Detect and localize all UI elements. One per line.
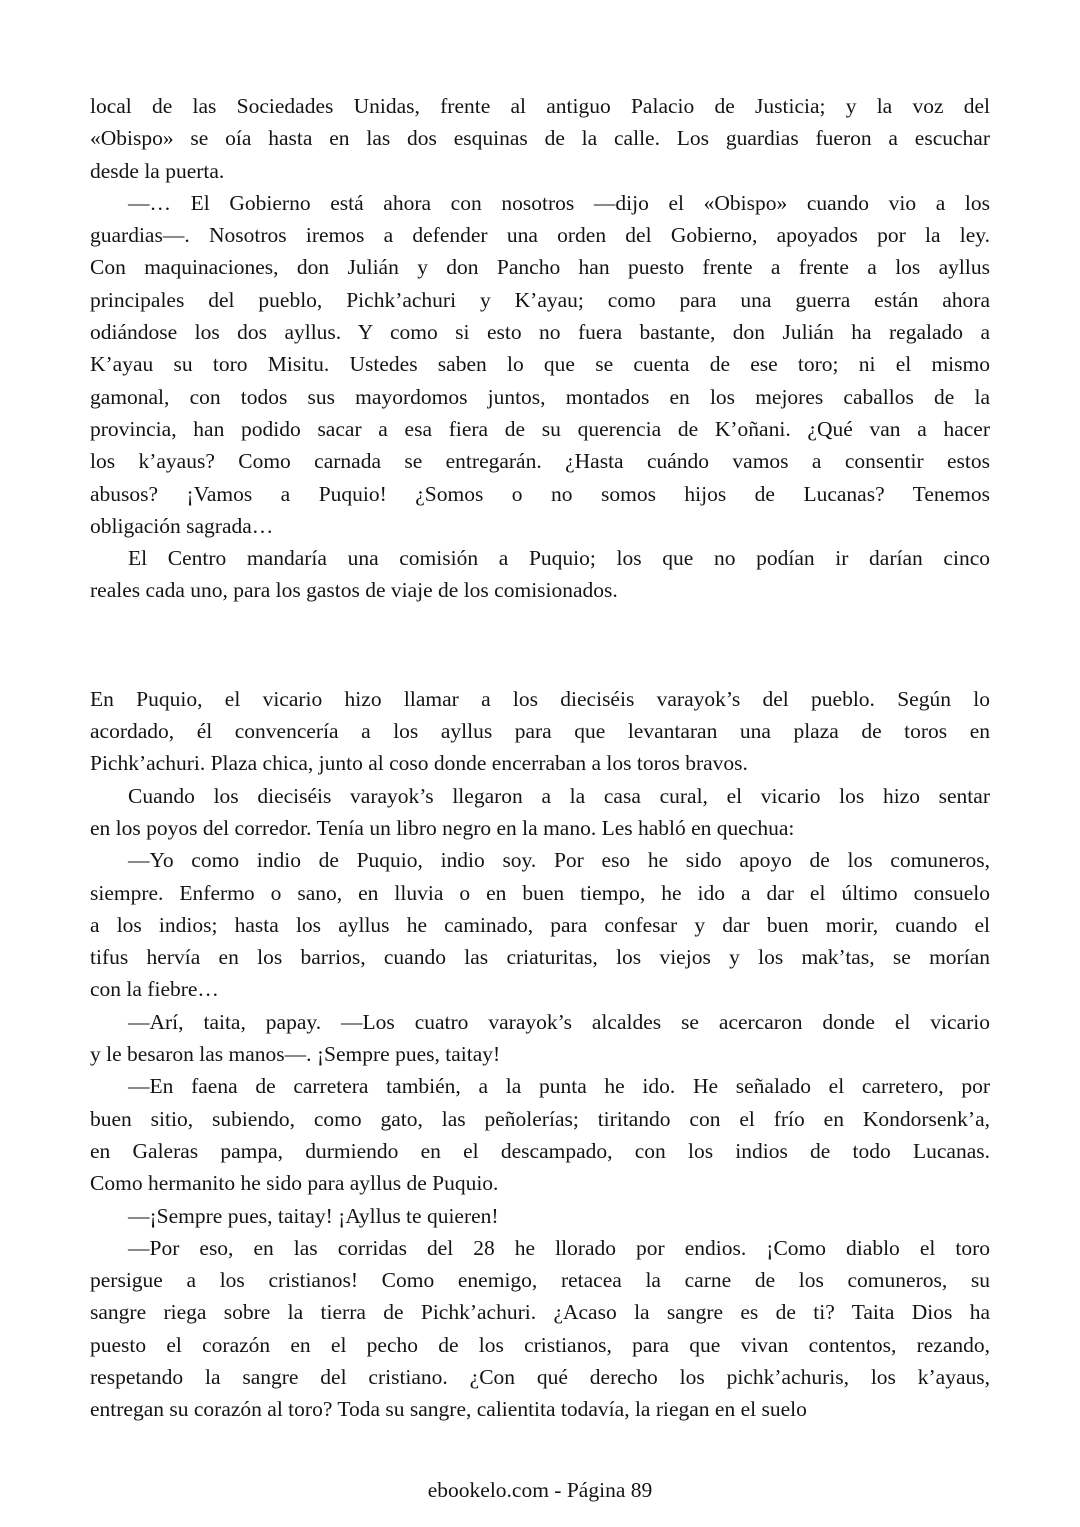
text-line: entregan su corazón al toro? Toda su sangre, calientita todavía, la riegan en el suelo bbox=[90, 1397, 807, 1422]
text-line: —… El Gobierno está ahora con nosotros —dijo el «Obispo» cuando vio a los bbox=[128, 190, 990, 215]
paragraph bbox=[90, 187, 990, 542]
paragraph bbox=[90, 1232, 990, 1426]
text-line: Pichk’achuri. Plaza chica, junto al coso donde encerraban a los toros bravos. bbox=[90, 751, 748, 776]
paragraph bbox=[90, 542, 990, 607]
paragraph bbox=[90, 1200, 990, 1232]
text-line: Con maquinaciones, don Julián y don Pancho han puesto frente a frente a los ayllus bbox=[90, 255, 990, 280]
page-footer bbox=[0, 1474, 1080, 1506]
text-line: guardias—. Nosotros iremos a defender una orden del Gobierno, apoyados por la ley. bbox=[90, 223, 990, 248]
text-line: persigue a los cristianos! Como enemigo, retacea la carne de los comuneros, su bbox=[90, 1268, 990, 1293]
text-line: odiándose los dos ayllus. Y como si esto no fuera bastante, don Julián ha regalado a bbox=[90, 320, 990, 345]
paragraph bbox=[90, 683, 990, 780]
footer-text: ebookelo.com - Página 89 bbox=[427, 1478, 653, 1502]
text-line: en los poyos del corredor. Tenía un libro negro en la mano. Les habló en quechua: bbox=[90, 815, 795, 840]
text-line: reales cada uno, para los gastos de viaje de los comisionados. bbox=[90, 578, 618, 603]
text-line: buen sitio, subiendo, como gato, las peñolerías; tiritando con el frío en Kondorsenk’a, bbox=[90, 1106, 990, 1131]
paragraph bbox=[90, 1070, 990, 1199]
text-line: tifus hervía en los barrios, cuando las criaturitas, los viejos y los mak’tas, se morían bbox=[90, 945, 990, 970]
text-line: —Por eso, en las corridas del 28 he llorado por endios. ¡Como diablo el toro bbox=[128, 1235, 990, 1260]
text-line: abusos? ¡Vamos a Puquio! ¿Somos o no somos hijos de Lucanas? Tenemos bbox=[90, 481, 990, 506]
text-line: Cuando los dieciséis varayok’s llegaron a la casa cural, el vicario los hizo sentar bbox=[128, 783, 990, 808]
text-line: con la fiebre… bbox=[90, 977, 219, 1002]
text-line: gamonal, con todos sus mayordomos juntos, montados en los mejores caballos de la bbox=[90, 384, 990, 409]
text-line: puesto el corazón en el pecho de los cristianos, para que vivan contentos, rezando, bbox=[90, 1332, 990, 1357]
text-line: acordado, él convencería a los ayllus para que levantaran una plaza de toros en bbox=[90, 719, 990, 744]
paragraph bbox=[90, 844, 990, 1005]
text-line: los k’ayaus? Como carnada se entregarán. ¿Hasta cuándo vamos a consentir estos bbox=[90, 449, 990, 474]
text-line: Como hermanito he sido para ayllus de Puquio. bbox=[90, 1171, 499, 1196]
text-line: —Arí, taita, papay. —Los cuatro varayok’s alcaldes se acercaron donde el vicario bbox=[128, 1009, 990, 1034]
text-line: sangre riega sobre la tierra de Pichk’achuri. ¿Acaso la sangre es de ti? Taita Dios ha bbox=[90, 1300, 990, 1325]
text-line: en Galeras pampa, durmiendo en el descampado, con los indios de todo Lucanas. bbox=[90, 1138, 990, 1163]
text-line: respetando la sangre del cristiano. ¿Con qué derecho los pichk’achuris, los k’ayaus, bbox=[90, 1364, 990, 1389]
text-line: desde la puerta. bbox=[90, 158, 225, 183]
text-line: siempre. Enfermo o sano, en lluvia o en buen tiempo, he ido a dar el último consuelo bbox=[90, 880, 990, 905]
paragraph bbox=[90, 1006, 990, 1071]
text-line: principales del pueblo, Pichk’achuri y K’ayau; como para una guerra están ahora bbox=[90, 287, 990, 312]
text-line: y le besaron las manos—. ¡Sempre pues, taitay! bbox=[90, 1042, 501, 1067]
text-line: local de las Sociedades Unidas, frente al antiguo Palacio de Justicia; y la voz del bbox=[90, 94, 990, 118]
text-line: —¡Sempre pues, taitay! ¡Ayllus te quieren! bbox=[128, 1203, 499, 1228]
text-line: —En faena de carretera también, a la punta he ido. He señalado el carretero, por bbox=[128, 1074, 990, 1099]
text-line: El Centro mandaría una comisión a Puquio; los que no podían ir darían cinco bbox=[128, 546, 990, 571]
text-line: En Puquio, el vicario hizo llamar a los dieciséis varayok’s del pueblo. Según lo bbox=[90, 686, 990, 711]
text-line: K’ayau su toro Misitu. Ustedes saben lo que se cuenta de ese toro; ni el mismo bbox=[90, 352, 990, 377]
paragraph bbox=[90, 90, 990, 187]
text-line: a los indios; hasta los ayllus he caminado, para confesar y dar buen morir, cuando el bbox=[90, 912, 990, 937]
text-line: obligación sagrada… bbox=[90, 513, 274, 538]
text-line: provincia, han podido sacar a esa fiera de su querencia de K’oñani. ¿Qué van a hacer bbox=[90, 416, 990, 441]
text-line: «Obispo» se oía hasta en las dos esquinas de la calle. Los guardias fueron a escuchar bbox=[90, 126, 990, 151]
paragraph bbox=[90, 780, 990, 845]
page-text bbox=[90, 90, 990, 1426]
text-line: —Yo como indio de Puquio, indio soy. Por eso he sido apoyo de los comuneros, bbox=[128, 848, 990, 873]
